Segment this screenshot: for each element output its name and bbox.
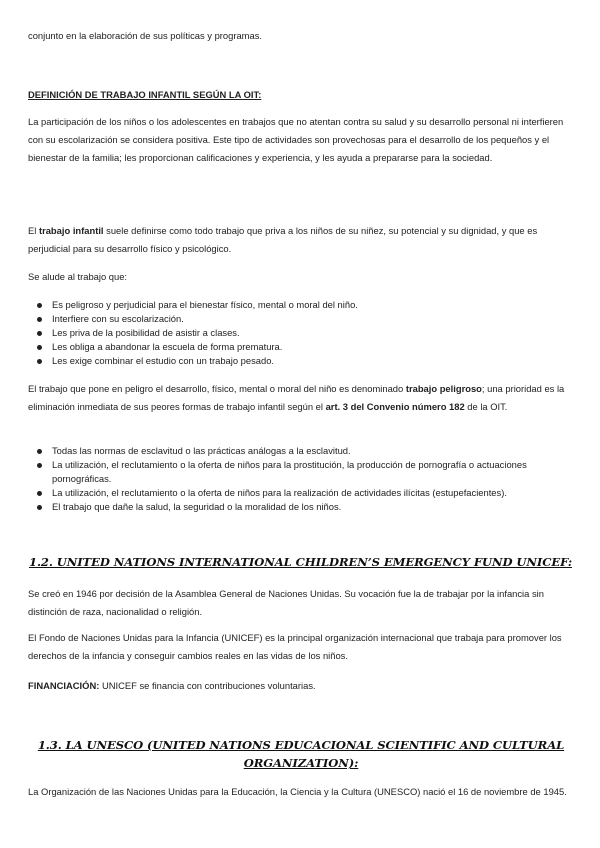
list-item: La utilización, el reclutamiento o la oferta de niños para la realización de actividades ilícitas (estupefacientes). xyxy=(28,486,573,500)
trabajo-infantil-paragraph: El trabajo infantil suele definirse como todo trabajo que priva a los niños de su niñez, su potencial y su dignidad, y que es perjudicial para su desarrollo físico y psicológico. xyxy=(28,225,538,254)
trabajo-peligroso-term: trabajo peligroso xyxy=(405,383,482,394)
unicef-paragraph-2: El Fondo de Naciones Unidas para la Infancia (UNICEF) es la principal organización internacional que trabaja para promover los derechos de la infancia y conseguir cambios reales en las vidas de los niños. xyxy=(28,632,562,661)
unesco-paragraph-1: La Organización de las Naciones Unidas para la Educación, la Ciencia y la Cultura (UNESCO) nació el 16 de noviembre de 1945. xyxy=(28,786,567,797)
peligroso-paragraph: El trabajo que pone en peligro el desarrollo, físico, mental o moral del niño es denominado trabajo peligroso; una prioridad es la eliminación inmediata de sus peores formas de trabajo infantil según el art. 3 del Convenio número 182 de la OIT. xyxy=(28,383,565,412)
list-item: Interfiere con su escolarización. xyxy=(28,312,573,326)
trabajo-infantil-term: trabajo infantil xyxy=(38,225,104,236)
list-item: El trabajo que dañe la salud, la seguridad o la moralidad de los niños. xyxy=(28,500,573,514)
def-heading: DEFINICIÓN DE TRABAJO INFANTIL SEGÚN LA OIT: xyxy=(28,89,262,100)
unicef-paragraph-1: Se creó en 1946 por decisión de la Asamblea General de Naciones Unidas. Su vocación fue la de trabajar por la infancia sin distinción de raza, nacionalidad o religión. xyxy=(28,588,544,617)
unesco-heading: 1.3. LA UNESCO (UNITED NATIONS EDUCACIONAL SCIENTIFIC AND CULTURAL ORGANIZATION): xyxy=(37,738,565,770)
list-item: Les obliga a abandonar la escuela de forma prematura. xyxy=(28,340,573,354)
unicef-heading: 1.2. UNITED NATIONS INTERNATIONAL CHILDREN’S EMERGENCY FUND UNICEF: xyxy=(28,555,573,569)
intro-fragment: conjunto en la elaboración de sus políticas y programas. xyxy=(28,30,262,41)
list-item: Les priva de la posibilidad de asistir a clases. xyxy=(28,326,573,340)
alude-label: Se alude al trabajo que: xyxy=(28,271,128,282)
list-item: La utilización, el reclutamiento o la oferta de niños para la prostitución, la producción de pornografía o actuaciones pornográficas. xyxy=(28,458,573,486)
convenio-reference: art. 3 del Convenio número 182 xyxy=(325,401,465,412)
list-item: Es peligroso y perjudicial para el bienestar físico, mental o moral del niño. xyxy=(28,298,573,312)
list-item: Todas las normas de esclavitud o las prácticas análogas a la esclavitud. xyxy=(28,444,573,458)
financiacion-label: FINANCIACIÓN: xyxy=(28,680,100,691)
peores-list xyxy=(28,444,573,514)
list-item: Les exige combinar el estudio con un trabajo pesado. xyxy=(28,354,573,368)
alude-list xyxy=(28,298,573,368)
def-paragraph: La participación de los niños o los adolescentes en trabajos que no atentan contra su salud y su desarrollo personal ni interfieren con su escolarización se considera positiva. Este tipo de actividades son provechosas para el desarrollo de los pequeños y el bienestar de la familia; les proporcionan calificaciones y experiencia, y les ayuda a prepararse para la sociedad. xyxy=(28,116,564,163)
financiacion-paragraph: FINANCIACIÓN: UNICEF se financia con contribuciones voluntarias. xyxy=(28,680,316,691)
